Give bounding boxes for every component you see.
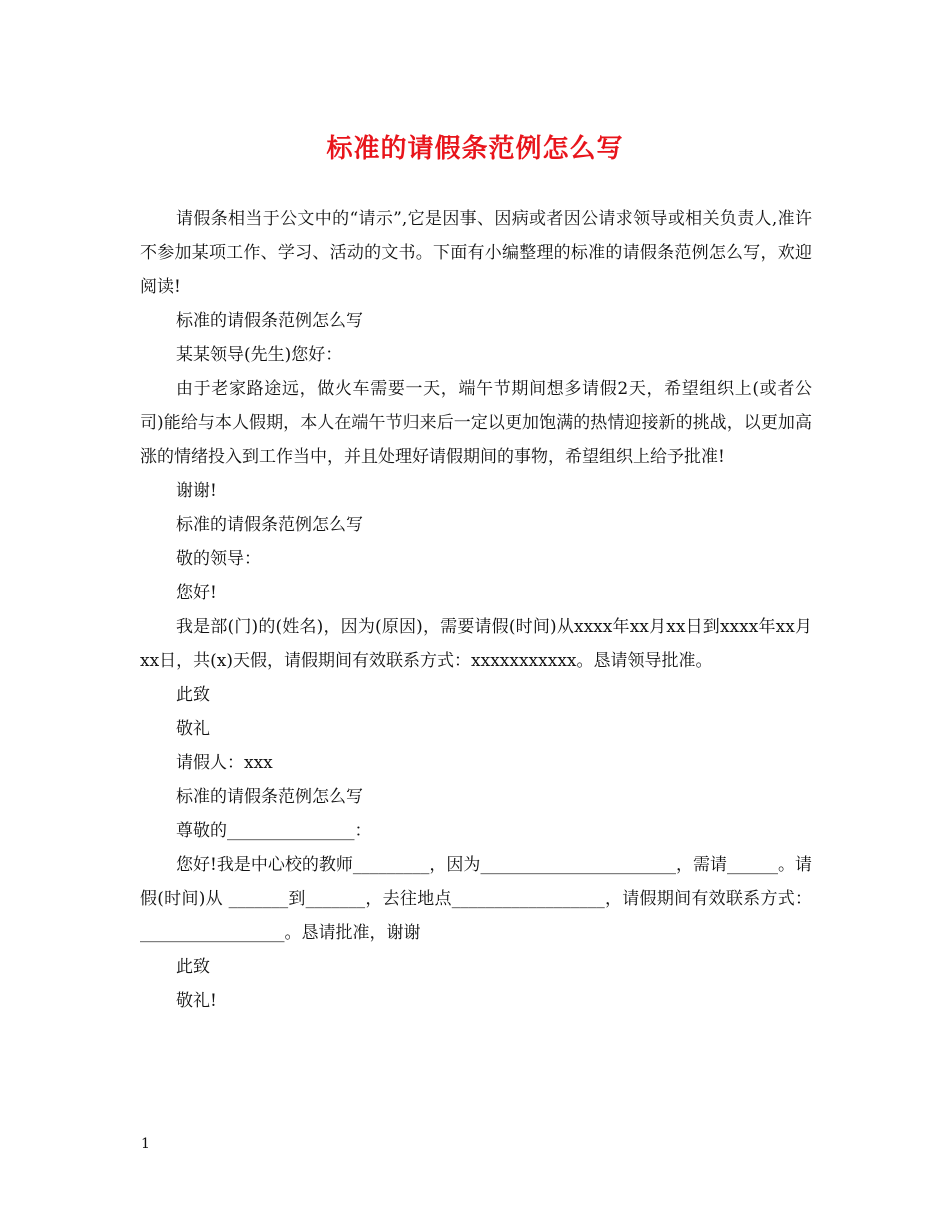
paragraph-intro: 请假条相当于公文中的“请示”,它是因事、因病或者因公请求领导或相关负责人,准许不参加某项工作、学习、活动的文书。下面有小编整理的标准的请假条范例怎么写，欢迎阅读!	[140, 209, 812, 297]
paragraph-section-heading-2: 标准的请假条范例怎么写	[176, 515, 363, 535]
paragraph-closing-2a: 此致	[176, 685, 210, 705]
document-title: 标准的请假条范例怎么写	[326, 134, 624, 164]
paragraph-greeting-2: 您好!	[176, 583, 217, 603]
paragraph-closing-3b: 敬礼!	[176, 991, 217, 1011]
document-body	[140, 202, 812, 1018]
paragraph-salutation-2: 敬的领导：	[176, 549, 261, 569]
paragraph-section-heading-3: 标准的请假条范例怎么写	[176, 787, 363, 807]
paragraph-body-1: 由于老家路途远，做火车需要一天，端午节期间想多请假2天，希望组织上(或者公司)能给与本人假期，本人在端午节归来后一定以更加饱满的热情迎接新的挑战，以更加高涨的情绪投入到工作当中，并且处理好请假期间的事物，希望组织上给予批准!	[140, 379, 812, 467]
paragraph-body-2: 我是部(门)的(姓名)，因为(原因)，需要请假(时间)从xxxx年xx月xx日到xxxx年xx月xx日，共(x)天假，请假期间有效联系方式：xxxxxxxxxxx。恳请领导批准。	[140, 617, 812, 671]
paragraph-thanks: 谢谢!	[176, 481, 217, 501]
paragraph-section-heading-1: 标准的请假条范例怎么写	[176, 311, 363, 331]
paragraph-body-3: 您好!我是中心校的教师_________，因为_______________________，需请______。请假(时间)从 _______到_______，去往地点__________________，请假期间有效联系方式：_________________。恳请批准，谢谢	[140, 855, 812, 943]
page-number: 1	[141, 1136, 150, 1152]
paragraph-salutation-1: 某某领导(先生)您好：	[176, 345, 343, 365]
paragraph-closing-2b: 敬礼	[176, 719, 210, 739]
paragraph-closing-3a: 此致	[176, 957, 210, 977]
paragraph-signature-2: 请假人：xxx	[176, 753, 273, 773]
paragraph-salutation-3: 尊敬的_______________：	[176, 821, 372, 841]
